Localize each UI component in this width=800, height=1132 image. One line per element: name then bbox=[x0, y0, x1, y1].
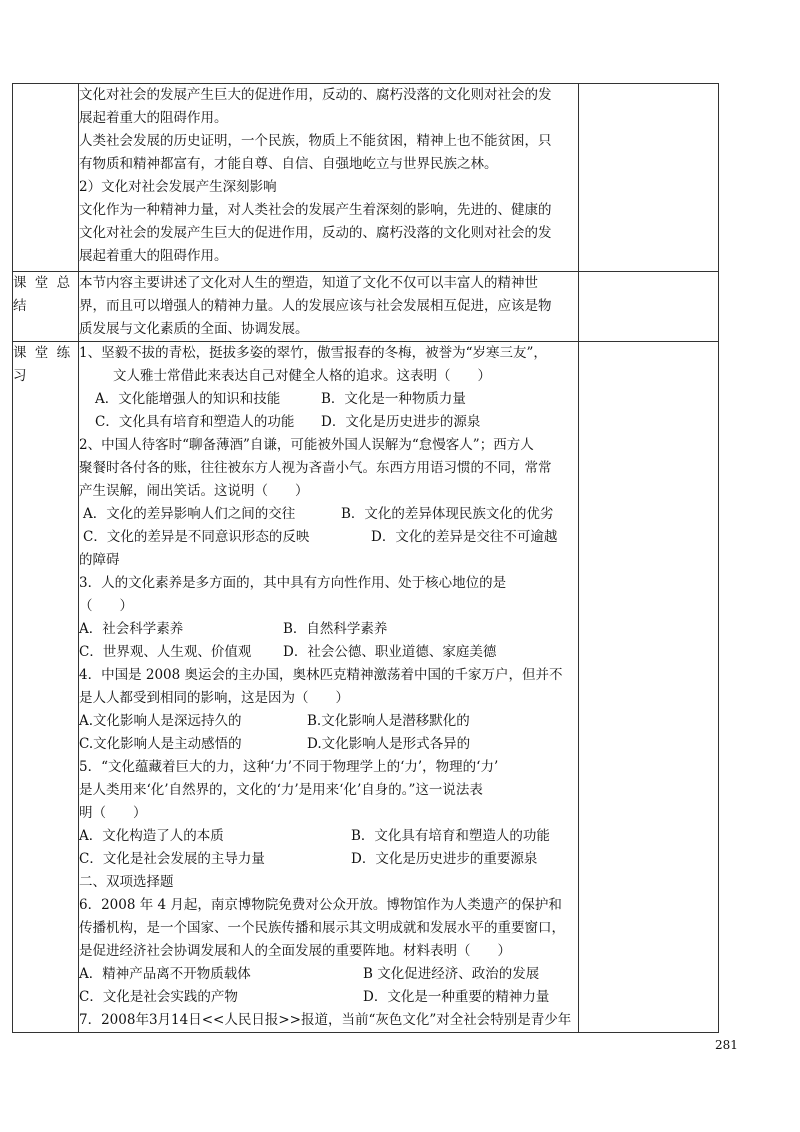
options-row bbox=[79, 503, 578, 526]
options-row bbox=[79, 733, 578, 756]
options-row bbox=[79, 986, 578, 1009]
text-line: 质发展与文化素质的全面、协调发展。 bbox=[79, 321, 309, 337]
question-6: 6．2008 年 4 月起，南京博物院免费对公众开放。博物馆作为人类遗产的保护和 bbox=[79, 897, 562, 913]
text-line: 2）文化对社会发展产生深刻影响 bbox=[79, 179, 277, 195]
summary-content bbox=[79, 272, 579, 342]
summary-row bbox=[13, 272, 719, 342]
text-line: 展起着重大的阻碍作用。 bbox=[79, 110, 228, 126]
option-c: C．文化的差异是不同意识形态的反映 bbox=[83, 529, 310, 545]
option-d: D．文化是历史进步的重要源泉 bbox=[351, 851, 538, 867]
practice-content bbox=[79, 342, 579, 1033]
option-c: C.文化影响人是主动感悟的 bbox=[79, 736, 242, 752]
text-line: 展起着重大的阻碍作用。 bbox=[79, 248, 228, 264]
question-2-cont: 聚餐时各付各的账，往往被东方人视为吝啬小气。东西方用语习惯的不同，常常 bbox=[79, 460, 552, 476]
question-1-cont: 文人雅士常借此来表达自己对健全人格的追求。这表明（ ） bbox=[113, 368, 491, 384]
question-4: 4．中国是 2008 奥运会的主办国，奥林匹克精神激荡着中国的千家万户，但并不 bbox=[79, 667, 563, 683]
options-row bbox=[79, 641, 578, 664]
option-b: B．文化具有培育和塑造人的功能 bbox=[351, 828, 550, 844]
option-b: B．文化是一种物质力量 bbox=[321, 391, 466, 407]
label-line: 习 bbox=[13, 368, 29, 384]
text-line: 有物质和精神都富有，才能自尊、自信、自强地屹立与世界民族之林。 bbox=[79, 156, 498, 172]
options-row bbox=[79, 388, 578, 411]
option-b: B 文化促进经济、政治的发展 bbox=[363, 966, 540, 982]
question-5-cont: 明（ ） bbox=[79, 805, 147, 821]
question-6-cont: 是促进经济社会协调发展和人的全面发展的重要阵地。材料表明（ ） bbox=[79, 943, 511, 959]
practice-label bbox=[13, 342, 79, 1033]
question-2: 2、中国人待客时“聊备薄酒”自谦，可能被外国人误解为“怠慢客人”；西方人 bbox=[79, 437, 534, 453]
question-3-cont: （ ） bbox=[79, 598, 133, 614]
options-row bbox=[79, 963, 578, 986]
option-d: D．社会公德、职业道德、家庭美德 bbox=[283, 644, 497, 660]
option-c: C．文化是社会实践的产物 bbox=[79, 989, 238, 1005]
option-a: A．文化构造了人的本质 bbox=[79, 828, 224, 844]
options-row bbox=[79, 848, 578, 871]
option-c: C．世界观、人生观、价值观 bbox=[79, 644, 252, 660]
option-a: A.文化影响人是深远持久的 bbox=[79, 713, 242, 729]
option-a: A．文化的差异影响人们之间的交往 bbox=[83, 506, 296, 522]
question-4-cont: 是人人都受到相同的影响，这是因为（ ） bbox=[79, 690, 349, 706]
label-cell-empty bbox=[13, 84, 79, 272]
options-row bbox=[79, 825, 578, 848]
content-cell bbox=[79, 84, 579, 272]
question-7: 7．2008年3月14日<<人民日报>>报道，当前“灰色文化”对全社会特别是青少年 bbox=[79, 1012, 572, 1028]
options-row bbox=[79, 411, 578, 434]
option-a: A．文化能增强人的知识和技能 bbox=[95, 391, 281, 407]
option-c: C．文化是社会发展的主导力量 bbox=[79, 851, 265, 867]
option-b: B．自然科学素养 bbox=[283, 621, 388, 637]
option-d-cont: 的障碍 bbox=[79, 552, 120, 568]
label-line: 课 堂 练 bbox=[13, 345, 73, 361]
text-line: 人类社会发展的历史证明，一个民族，物质上不能贫困，精神上也不能贫困，只 bbox=[79, 133, 552, 149]
summary-label bbox=[13, 272, 79, 342]
option-a: A．社会科学素养 bbox=[79, 621, 184, 637]
question-6-cont: 传播机构，是一个国家、一个民族传播和展示其文明成就和发展水平的重要窗口， bbox=[79, 920, 565, 936]
option-a: A．精神产品离不开物质载体 bbox=[79, 966, 251, 982]
question-5: 5．“文化蕴藏着巨大的力，这种‘力’不同于物理学上的‘力’，物理的‘力’ bbox=[79, 759, 499, 775]
text-line: 文化作为一种精神力量，对人类社会的发展产生着深刻的影响，先进的、健康的 bbox=[79, 202, 552, 218]
option-d: D．文化是历史进步的源泉 bbox=[321, 414, 481, 430]
label-line: 课 堂 总 bbox=[13, 275, 73, 291]
lesson-table bbox=[12, 83, 719, 1033]
text-line: 界，而且可以增强人的精神力量。人的发展应该与社会发展相互促进，应该是物 bbox=[79, 298, 552, 314]
options-row bbox=[79, 618, 578, 641]
text-line: 文化对社会的发展产生巨大的促进作用，反动的、腐朽没落的文化则对社会的发 bbox=[79, 225, 552, 241]
practice-row bbox=[13, 342, 719, 1033]
page-number: 281 bbox=[715, 1038, 738, 1052]
option-b: B．文化的差异体现民族文化的优劣 bbox=[341, 506, 554, 522]
question-5-cont: 是人类用来‘化’自然界的，文化的‘力’是用来‘化’自身的。”这一说法表 bbox=[79, 782, 483, 798]
notes-cell bbox=[579, 342, 719, 1033]
label-line: 结 bbox=[13, 298, 29, 314]
section-heading: 二、双项选择题 bbox=[79, 874, 174, 890]
option-c: C．文化具有培育和塑造人的功能 bbox=[95, 414, 295, 430]
question-2-cont: 产生误解，闹出笑话。这说明（ ） bbox=[79, 483, 309, 499]
content-row bbox=[13, 84, 719, 272]
option-b: B.文化影响人是潜移默化的 bbox=[307, 713, 470, 729]
option-d: D．文化是一种重要的精神力量 bbox=[363, 989, 550, 1005]
option-d: D.文化影响人是形式各异的 bbox=[307, 736, 471, 752]
text-line: 文化对社会的发展产生巨大的促进作用，反动的、腐朽没落的文化则对社会的发 bbox=[79, 87, 552, 103]
text-line: 本节内容主要讲述了文化对人生的塑造，知道了文化不仅可以丰富人的精神世 bbox=[79, 275, 538, 291]
question-3: 3．人的文化素养是多方面的，其中具有方向性作用、处于核心地位的是 bbox=[79, 575, 507, 591]
question-1: 1、坚毅不拔的青松，挺拔多姿的翠竹，傲雪报春的冬梅，被誉为“岁寒三友”， bbox=[79, 345, 547, 361]
options-row bbox=[79, 526, 578, 549]
option-d: D．文化的差异是交往不可逾越 bbox=[371, 529, 558, 545]
notes-cell bbox=[579, 84, 719, 272]
notes-cell bbox=[579, 272, 719, 342]
options-row bbox=[79, 710, 578, 733]
